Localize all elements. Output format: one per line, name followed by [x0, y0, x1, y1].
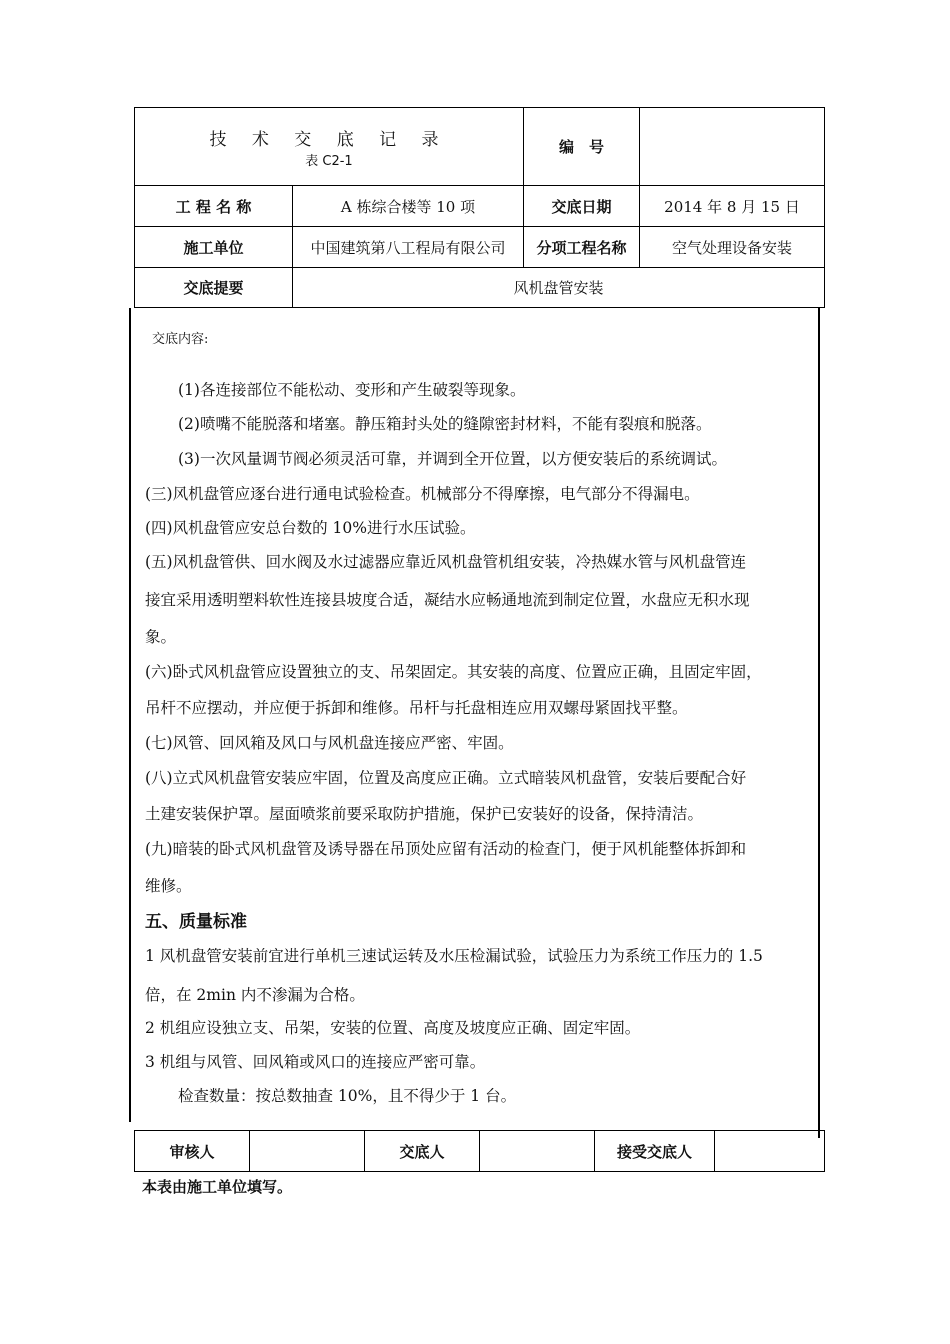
header-table [134, 107, 825, 308]
subitem-value[interactable]: 空气处理设备安装 [640, 227, 825, 268]
content-line: (九)暗装的卧式风机盘管及诱导器在吊顶处应留有活动的检查门，便于风机能整体拆卸和 [145, 840, 747, 858]
footer-note: 本表由施工单位填写。 [142, 1178, 293, 1196]
receiver-signature-field[interactable] [715, 1131, 825, 1172]
content-line: (3)一次风量调节阀必须灵活可靠，并调到全开位置，以方便安装后的系统调试。 [178, 450, 727, 468]
content-line: 接宜采用透明塑料软性连接县坡度合适，凝结水应畅通地流到制定位置，水盘应无积水现 [145, 591, 750, 609]
date-label: 交底日期 [524, 186, 640, 227]
quality-line: 3 机组与风管、回风箱或风口的连接应严密可靠。 [145, 1053, 486, 1071]
content-line: 土建安装保护罩。屋面喷浆前要采取防护措施，保护已安装好的设备，保持清洁。 [145, 805, 704, 823]
section-heading: 五、质量标准 [145, 912, 247, 932]
summary-value[interactable]: 风机盘管安装 [293, 268, 825, 308]
number-value[interactable] [640, 108, 825, 186]
discloser-signature-field[interactable] [480, 1131, 595, 1172]
content-line: (八)立式风机盘管安装应牢固，位置及高度应正确。立式暗装风机盘管，安装后要配合好 [145, 769, 747, 787]
date-value[interactable]: 2014 年 8 月 15 日 [640, 186, 825, 227]
content-line: (1)各连接部位不能松动、变形和产生破裂等现象。 [178, 381, 526, 399]
discloser-label: 交底人 [365, 1131, 480, 1172]
content-line: (六)卧式风机盘管应设置独立的支、吊架固定。其安装的高度、位置应正确，且固定牢固， [145, 663, 762, 681]
summary-label: 交底提要 [135, 268, 293, 308]
content-line: 维修。 [145, 877, 192, 895]
content-line: (三)风机盘管应逐台进行通电试验检查。机械部分不得摩擦，电气部分不得漏电。 [145, 485, 700, 503]
form-code: 表 C2-1 [305, 153, 353, 169]
quality-line: 检查数量：按总数抽查 10%，且不得少于 1 台。 [178, 1087, 517, 1105]
contractor-value[interactable]: 中国建筑第八工程局有限公司 [293, 227, 524, 268]
subitem-label: 分项工程名称 [524, 227, 640, 268]
contractor-label: 施工单位 [135, 227, 293, 268]
quality-line: 倍，在 2min 内不渗漏为合格。 [145, 986, 365, 1004]
quality-line: 1 风机盘管安装前宜进行单机三速试运转及水压检漏试验，试验压力为系统工作压力的 1.5 [145, 947, 763, 965]
signature-table [134, 1130, 825, 1172]
project-name-label: 工 程 名 称 [135, 186, 293, 227]
project-name-value[interactable]: A 栋综合楼等 10 项 [293, 186, 524, 227]
receiver-label: 接受交底人 [595, 1131, 715, 1172]
title-cell [135, 108, 524, 186]
content-line: (七)风管、回风箱及风口与风机盘连接应严密、牢固。 [145, 734, 514, 752]
content-right-border [818, 308, 820, 1138]
content-left-border [129, 308, 131, 1122]
record-title: 技 术 交 底 记 录 [209, 129, 449, 150]
content-label: 交底内容: [152, 332, 209, 347]
content-line: (四)风机盘管应安总台数的 10%进行水压试验。 [145, 519, 476, 537]
reviewer-label: 审核人 [135, 1131, 250, 1172]
number-label: 编 号 [524, 108, 640, 186]
reviewer-signature-field[interactable] [250, 1131, 365, 1172]
content-line: (2)喷嘴不能脱落和堵塞。静压箱封头处的缝隙密封材料，不能有裂痕和脱落。 [178, 415, 712, 433]
content-line: 吊杆不应摆动，并应便于拆卸和维修。吊杆与托盘相连应用双螺母紧固找平整。 [145, 699, 688, 717]
content-line: (五)风机盘管供、回水阀及水过滤器应靠近风机盘管机组安装，冷热媒水管与风机盘管连 [145, 553, 747, 571]
quality-line: 2 机组应设独立支、吊架，安装的位置、高度及坡度应正确、固定牢固。 [145, 1019, 641, 1037]
content-line: 象。 [145, 628, 177, 646]
